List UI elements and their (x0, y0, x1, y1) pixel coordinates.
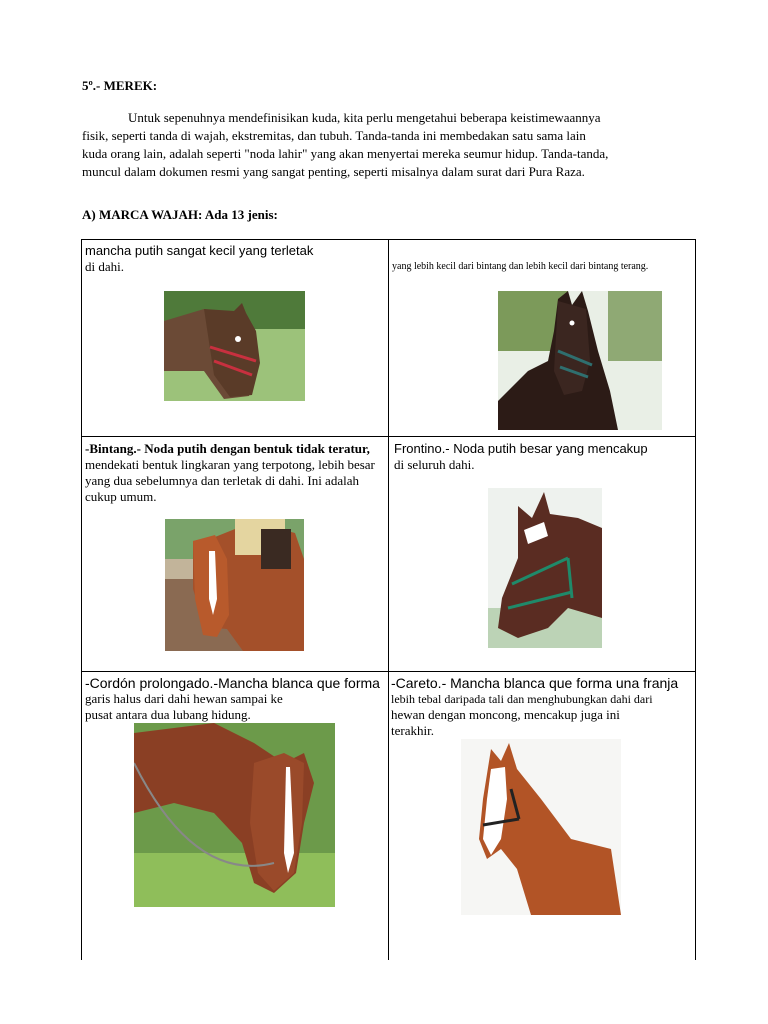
cell-text: di dahi. (85, 259, 124, 274)
table-cell-smaller-star (392, 260, 648, 274)
cell-text: yang dua sebelumnya dan terletak di dahi. Ini adalah (85, 473, 359, 488)
cell-text: -Careto.- Mancha blanca que forma una franja (391, 675, 679, 691)
intro-line: kuda orang lain, adalah seperti "noda lahir" yang akan menyertai mereka seumur hidup. Tanda-tanda, (82, 146, 609, 161)
table-cell-careto (391, 675, 678, 739)
cell-text: terakhir. (391, 723, 434, 738)
cell-text: -Cordón prolongado.-Mancha blanca que forma (85, 675, 380, 691)
cell-text: cukup umum. (85, 489, 157, 504)
table-cell-cordon-prolongado (85, 675, 380, 723)
cell-text: pusat antara dua lubang hidung. (85, 707, 251, 722)
table-row-divider (81, 436, 696, 437)
cell-text: mendekati bentuk lingkaran yang terpotong, lebih besar (85, 457, 375, 472)
horse-stripe-photo (134, 723, 335, 907)
cell-text: hewan dengan moncong, mencakup juga ini (391, 707, 620, 722)
section-heading: 5º.- MEREK: (82, 78, 158, 93)
horse-dark-bay-photo (498, 291, 662, 430)
table-row-divider (81, 671, 696, 672)
table-divider-center (388, 240, 389, 960)
intro-line: fisik, seperti tanda di wajah, ekstremitas, dan tubuh. Tanda-tanda ini membedakan satu sama lain (82, 128, 586, 143)
cell-text: mancha putih sangat kecil yang terletak (85, 243, 314, 258)
subsection-heading: A) MARCA WAJAH: Ada 13 jenis: (82, 207, 278, 222)
cell-text: yang lebih kecil dari bintang dan lebih kecil dari bintang terang. (392, 261, 649, 272)
cell-text: Frontino.- Noda putih besar yang mencakup (394, 441, 648, 456)
cell-text: garis halus dari dahi hewan sampai ke (85, 691, 283, 706)
horse-frontino-photo (488, 488, 602, 648)
table-cell-small-star (85, 243, 313, 275)
table-border-left (81, 240, 82, 960)
cell-text: di seluruh dahi. (394, 457, 475, 472)
intro-paragraph (82, 109, 682, 181)
table-cell-bintang (85, 441, 375, 505)
cell-text: lebih tebal daripada tali dan menghubungkan dahi dari (391, 692, 653, 706)
cell-title: -Bintang.- Noda putih dengan bentuk tidak teratur, (85, 441, 370, 456)
horse-star-saddled-photo (165, 519, 304, 651)
intro-line: Untuk sepenuhnya mendefinisikan kuda, kita perlu mengetahui beberapa keistimewaannya (128, 110, 601, 125)
horse-blaze-photo (461, 739, 621, 915)
intro-line: muncul dalam dokumen resmi yang sangat penting, seperti misalnya dalam surat dari Pura Raza. (82, 164, 585, 179)
table-border-right (695, 240, 696, 960)
horse-small-star-photo (164, 291, 305, 401)
face-marks-table (81, 239, 696, 960)
table-cell-frontino (394, 441, 648, 473)
